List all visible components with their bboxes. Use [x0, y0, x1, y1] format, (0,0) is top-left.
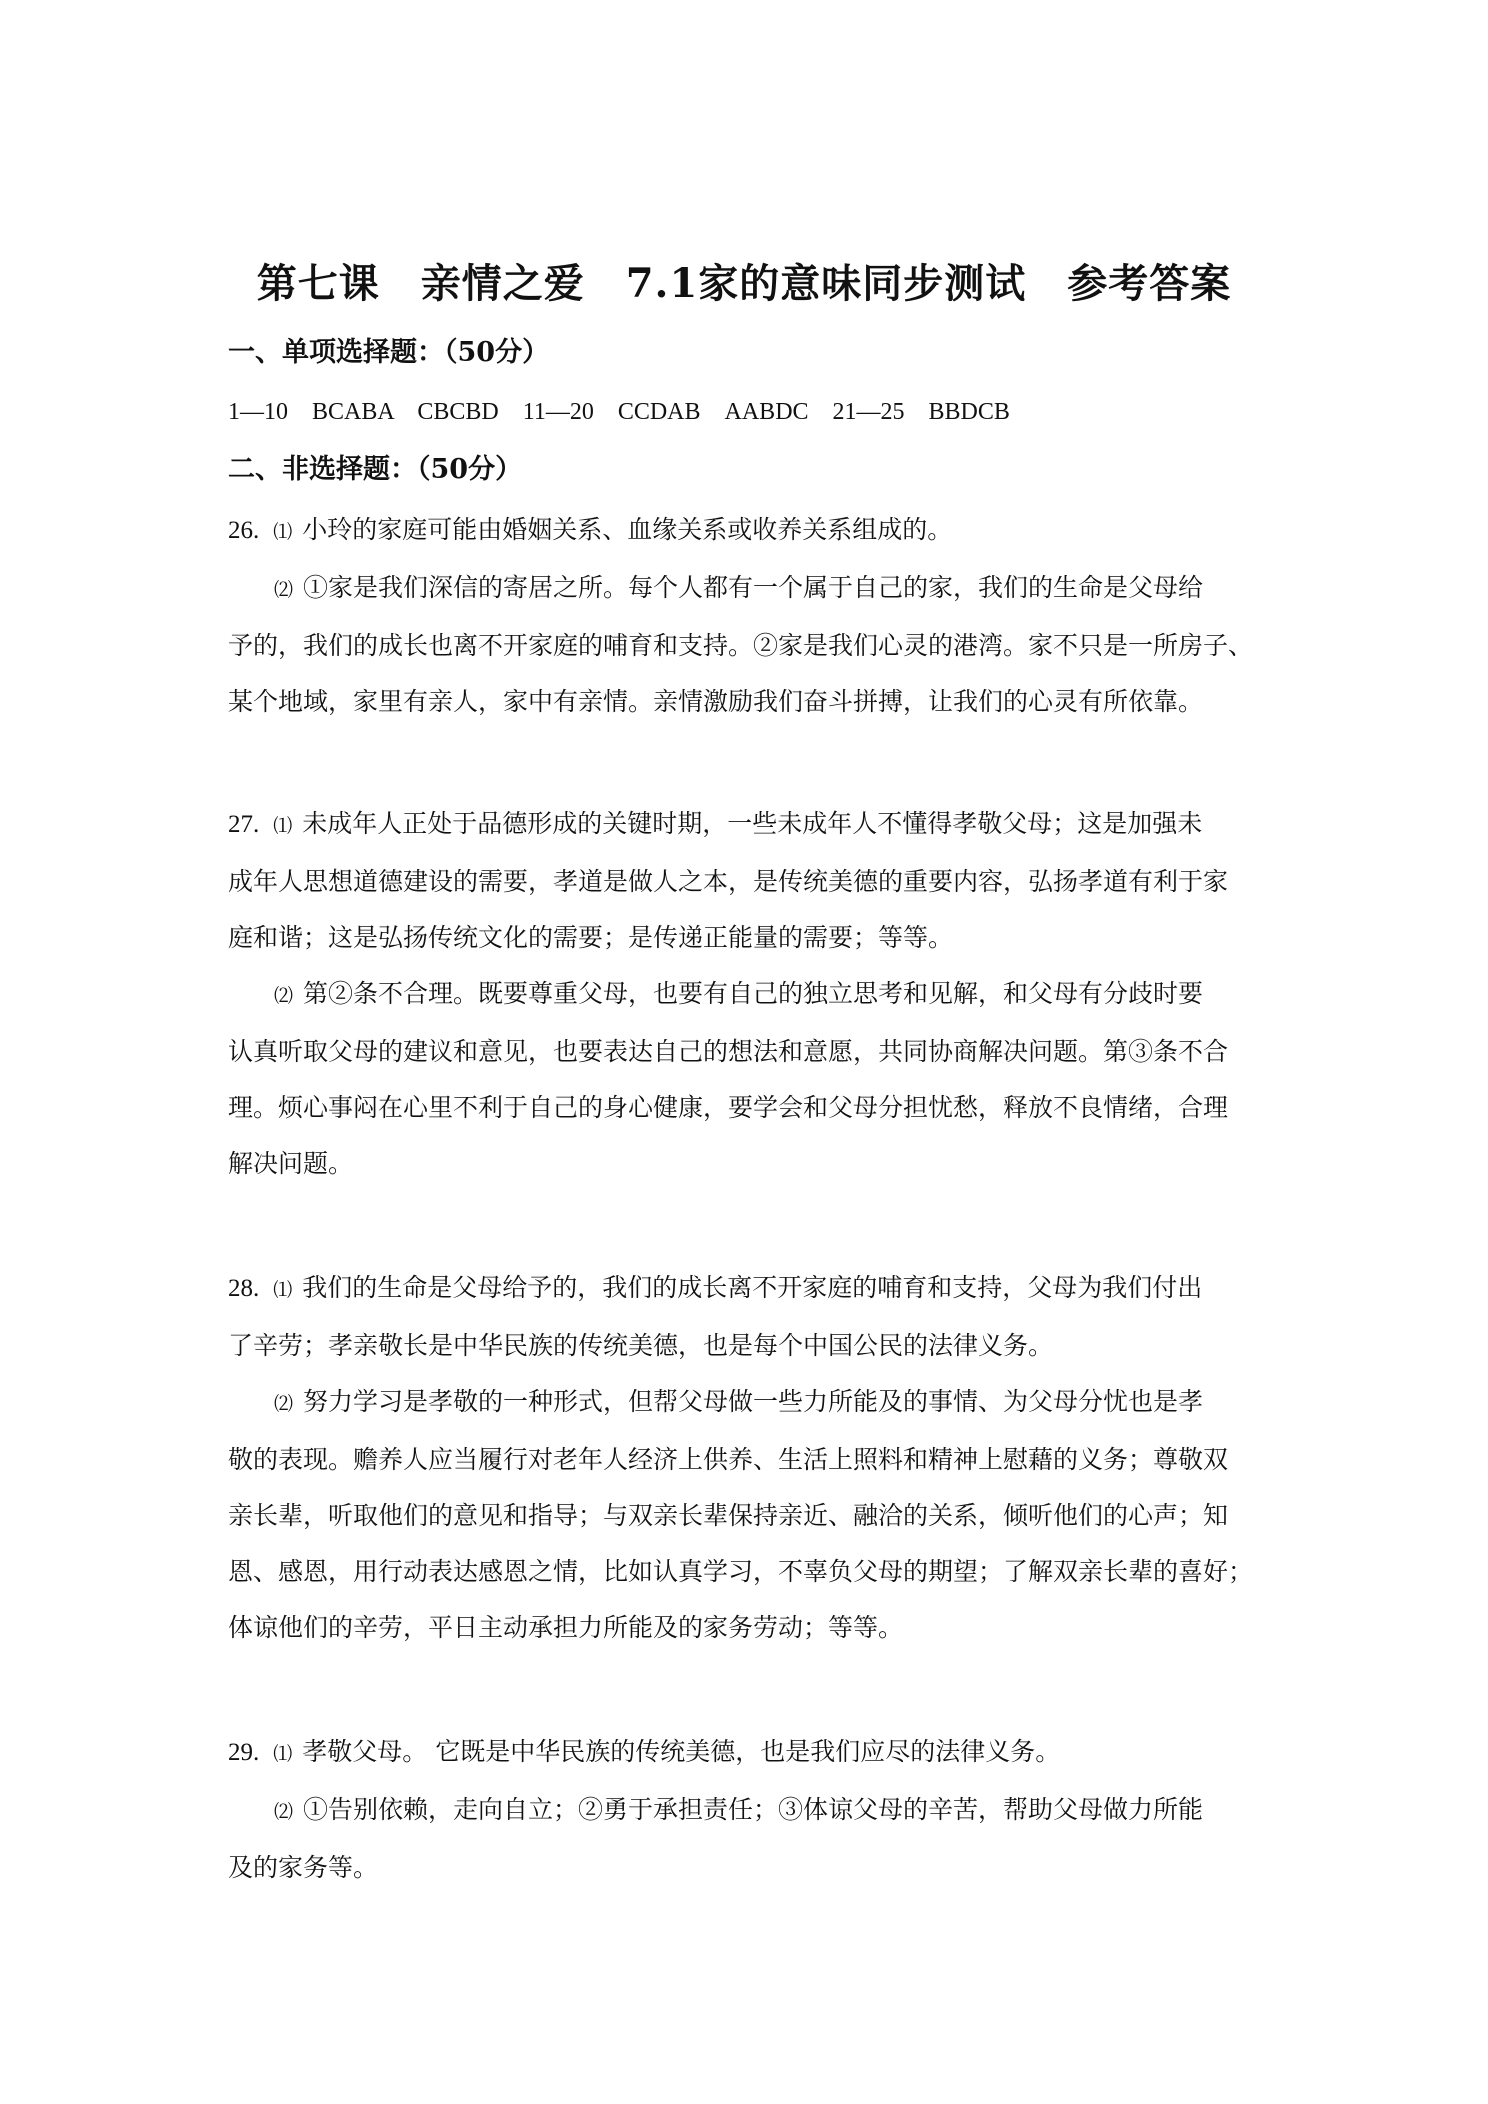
question-26-answer	[228, 502, 1268, 730]
q28-part1-marker: ⑴	[273, 1279, 293, 1301]
q29-part2-line1	[228, 1782, 1268, 1840]
question-28-answer	[228, 1260, 1268, 1656]
q27-part2-line2: 认真听取父母的建议和意见，也要表达自己的想法和意愿，共同协商解决问题。第③条不合	[228, 1037, 1229, 1066]
q26-part2-text-1: ①家是我们深信的寄居之所。每个人都有一个属于自己的家，我们的生命是父母给	[303, 573, 1204, 602]
q28-part2-line1	[228, 1374, 1268, 1432]
q26-part1-text: 小玲的家庭可能由婚姻关系、血缘关系或收养关系组成的。	[302, 515, 953, 544]
q27-part2-line4: 解决问题。	[228, 1149, 354, 1178]
q27-part2-text-1: 第②条不合理。既要尊重父母，也要有自己的独立思考和见解，和父母有分歧时要	[303, 979, 1204, 1008]
q27-part1-line3: 庭和谐；这是弘扬传统文化的需要；是传递正能量的需要；等等。	[228, 923, 954, 952]
q29-number: 29.	[228, 1739, 260, 1766]
q27-part1-text-1: 未成年人正处于品德形成的关键时期，一些未成年人不懂得孝敬父母；这是加强未	[302, 809, 1203, 838]
q26-part2-line1	[228, 560, 1268, 618]
question-29-answer	[228, 1724, 1268, 1896]
q29-part2-text-1: ①告别依赖，走向自立；②勇于承担责任；③体谅父母的辛苦，帮助父母做力所能	[303, 1795, 1204, 1824]
q26-part2-marker: ⑵	[274, 579, 294, 601]
q27-number: 27.	[228, 811, 260, 838]
q26-part1-marker: ⑴	[273, 521, 293, 543]
q28-part2-line3: 亲长辈，听取他们的意见和指导；与双亲长辈保持亲近、融洽的关系，倾听他们的心声；知	[228, 1501, 1229, 1530]
section-heading-multiple-choice: 一、单项选择题：（50分）	[228, 337, 550, 368]
multiple-choice-answers: 1—10 BCABA CBCBD 11—20 CCDAB AABDC 21—25 BBDCB	[228, 399, 1010, 425]
q26-part1	[228, 502, 1268, 560]
q29-part1	[228, 1724, 1268, 1782]
q28-part2-text-1: 努力学习是孝敬的一种形式，但帮父母做一些力所能及的事情、为父母分忧也是孝	[303, 1387, 1204, 1416]
page-title: 第七课 亲情之爱 7.1家的意味同步测试 参考答案	[256, 260, 1232, 307]
q28-part2-line5: 体谅他们的辛劳，平日主动承担力所能及的家务劳动；等等。	[228, 1613, 904, 1642]
q26-part2-line2: 予的，我们的成长也离不开家庭的哺育和支持。②家是我们心灵的港湾。家不只是一所房子、	[228, 631, 1254, 660]
q29-part1-marker: ⑴	[273, 1743, 293, 1765]
q27-part1-marker: ⑴	[273, 815, 293, 837]
q28-part2-marker: ⑵	[274, 1393, 294, 1415]
q27-part1-line2: 成年人思想道德建设的需要，孝道是做人之本，是传统美德的重要内容，弘扬孝道有利于家	[228, 867, 1229, 896]
q26-number: 26.	[228, 517, 260, 544]
q27-part1-line1	[228, 796, 1268, 854]
q29-part1-text: 孝敬父母。 它既是中华民族的传统美德，也是我们应尽的法律义务。	[302, 1737, 1061, 1766]
q28-number: 28.	[228, 1275, 260, 1302]
q26-part2-line3: 某个地域，家里有亲人，家中有亲情。亲情激励我们奋斗拼搏，让我们的心灵有所依靠。	[228, 687, 1204, 716]
q29-part2-marker: ⑵	[274, 1801, 294, 1823]
q28-part1-line2: 了辛劳；孝亲敬长是中华民族的传统美德，也是每个中国公民的法律义务。	[228, 1331, 1054, 1360]
q29-part2-line2: 及的家务等。	[228, 1853, 379, 1882]
question-27-answer	[228, 796, 1268, 1192]
q28-part1-text-1: 我们的生命是父母给予的，我们的成长离不开家庭的哺育和支持，父母为我们付出	[302, 1273, 1203, 1302]
section-heading-open-questions: 二、非选择题：（50分）	[228, 454, 523, 485]
q27-part2-line3: 理。烦心事闷在心里不利于自己的身心健康，要学会和父母分担忧愁，释放不良情绪，合理	[228, 1093, 1229, 1122]
q28-part2-line4: 恩、感恩，用行动表达感恩之情，比如认真学习，不辜负父母的期望；了解双亲长辈的喜好；	[228, 1557, 1254, 1586]
q28-part1-line1	[228, 1260, 1268, 1318]
q27-part2-line1	[228, 966, 1268, 1024]
q27-part2-marker: ⑵	[274, 985, 294, 1007]
q28-part2-line2: 敬的表现。赡养人应当履行对老年人经济上供养、生活上照料和精神上慰藉的义务；尊敬双	[228, 1445, 1229, 1474]
